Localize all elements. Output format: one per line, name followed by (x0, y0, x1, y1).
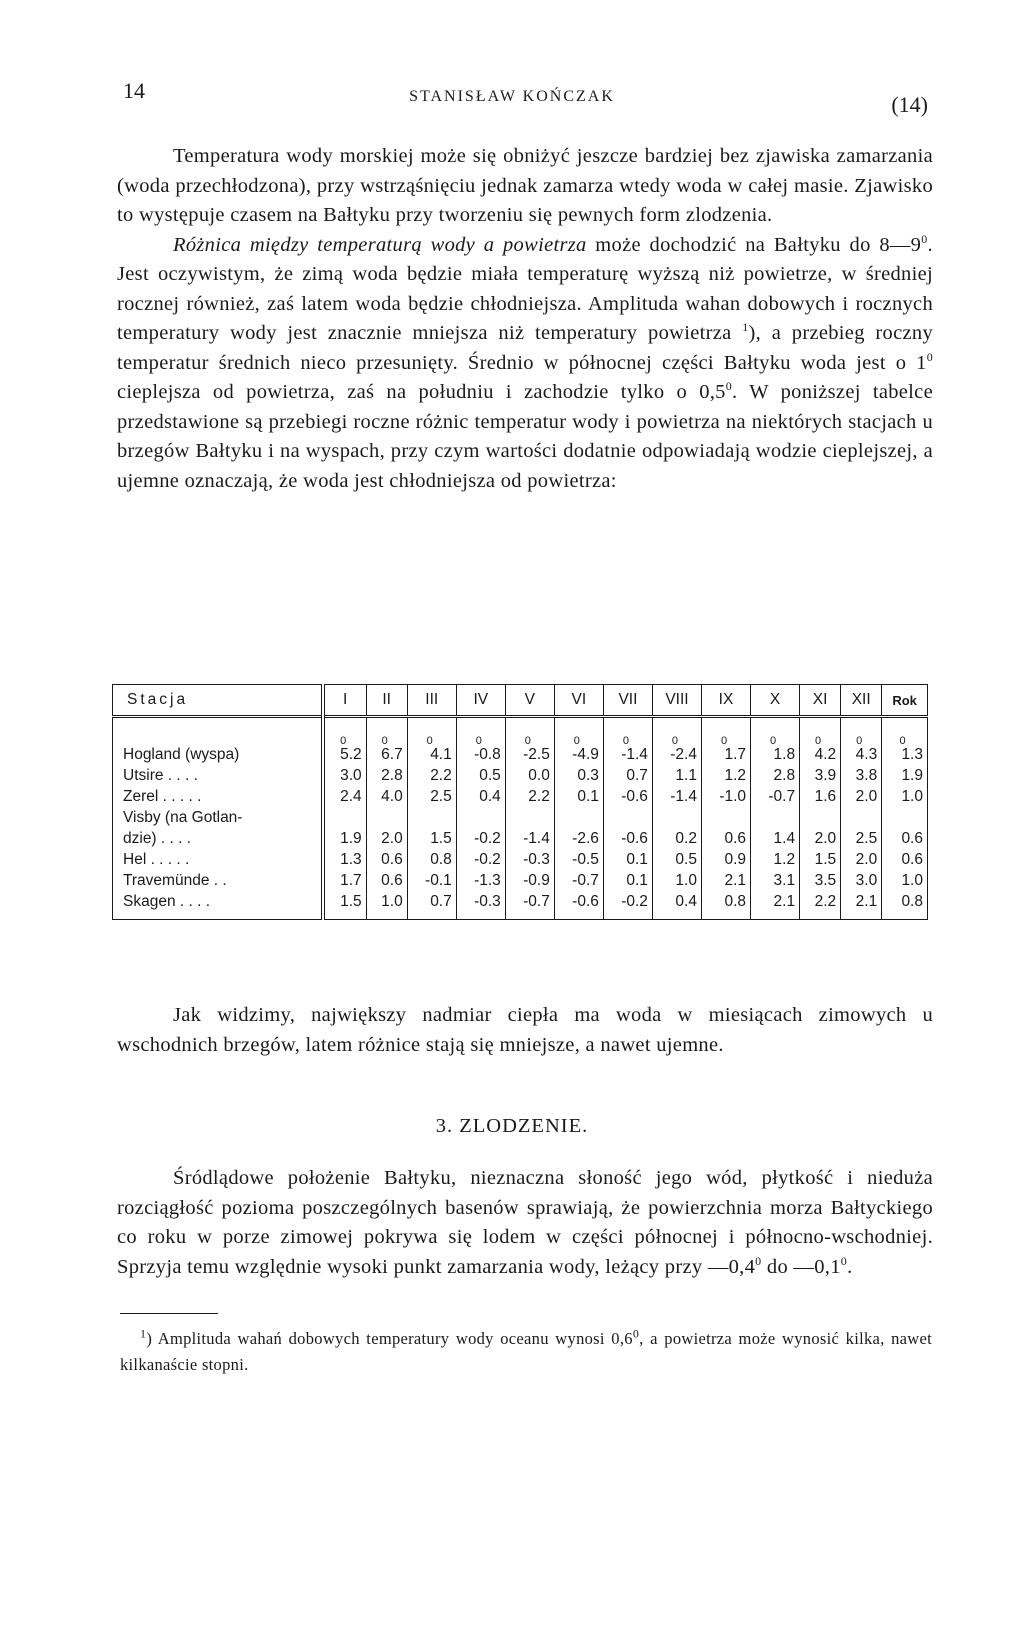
cell-value: -0.5 (572, 851, 599, 868)
degree-mark: 0 (899, 735, 906, 747)
cell-value: 1.5 (814, 851, 837, 868)
body-text-top (117, 142, 933, 496)
running-head: STANISŁAW KOŃCZAK (409, 88, 615, 105)
cell-value: 0.5 (675, 851, 697, 868)
degree-mark: 0 (573, 735, 580, 747)
cell-value: 2.0 (381, 830, 403, 847)
table-cell (554, 764, 603, 785)
column-header: Stacja (113, 685, 323, 717)
column-header: VI (554, 685, 603, 717)
table-cell (800, 890, 841, 920)
table-cell (841, 869, 882, 890)
table-cell (652, 890, 701, 920)
table-cell (366, 764, 407, 785)
table-cell (800, 764, 841, 785)
table-cell (701, 827, 750, 848)
cell-value: -0.3 (474, 893, 501, 910)
station-name: Zerel . . . . . (113, 785, 323, 806)
table-cell (652, 717, 701, 765)
column-header: Rok (882, 685, 928, 717)
table-row (113, 869, 928, 890)
cell-value: 1.0 (675, 872, 697, 889)
cell-value: 0.1 (577, 788, 599, 805)
table-cell (603, 848, 652, 869)
station-name: Hel . . . . . (113, 848, 323, 869)
table-cell (366, 827, 407, 848)
table-cell (882, 717, 928, 765)
cell-value: 1.9 (340, 830, 362, 847)
cell-value: 2.8 (381, 767, 403, 784)
cell-value: 0.6 (724, 830, 747, 847)
paragraph-4: Śródlądowe położenie Bałtyku, nieznaczna słoność jego wód, płytkość i nieduża rozciągłość pozioma poszczególnych basenów sprawiają, że powierzchnia morza Bałtyckiego co roku w porze zimowej pokrywa się lodem w części północnej i północno-wschodniej. Sprzyja temu względnie wysoki punkt zamarzania wody, leżący przy $—0,4^0$ do $—0,1^0$. (117, 1167, 933, 1278)
table-cell (554, 869, 603, 890)
cell-value: 5.2 (340, 746, 362, 763)
column-header: VII (603, 685, 652, 717)
table-cell (751, 764, 800, 785)
cell-value: -1.4 (621, 746, 648, 763)
cell-value: 0.6 (381, 851, 403, 868)
degree-mark: 0 (856, 735, 863, 747)
table-cell (323, 890, 366, 920)
table-cell (554, 717, 603, 765)
table-cell (652, 764, 701, 785)
table-body (113, 717, 928, 920)
table-cell (456, 764, 505, 785)
table-cell (554, 848, 603, 869)
cell-value: -0.3 (523, 851, 550, 868)
table-cell (323, 717, 366, 765)
table-cell (505, 827, 554, 848)
cell-value: 4.1 (430, 746, 452, 763)
table-cell (841, 848, 882, 869)
cell-value: -2.5 (523, 746, 550, 763)
cell-value: 2.4 (340, 788, 362, 805)
table-cell (407, 717, 456, 765)
degree-mark: 0 (340, 735, 347, 747)
cell-value: -1.4 (523, 830, 550, 847)
degree-mark: 0 (426, 735, 433, 747)
table-cell (323, 785, 366, 806)
table-cell (800, 848, 841, 869)
cell-value: -1.4 (670, 788, 697, 805)
station-name: dzie) . . . . (113, 827, 323, 848)
station-name: Visby (na Gotlan- (113, 806, 323, 827)
cell-value: 2.2 (814, 893, 837, 910)
table-cell (800, 717, 841, 765)
cell-value: 2.1 (773, 893, 796, 910)
cell-value: 0.3 (577, 767, 599, 784)
column-header: II (366, 685, 407, 717)
table-cell (751, 827, 800, 848)
cell-value: 4.0 (381, 788, 403, 805)
cell-value: 3.0 (855, 872, 878, 889)
cell-value: 3.9 (814, 767, 837, 784)
cell-value: 1.5 (430, 830, 452, 847)
cell-value: 0.2 (675, 830, 697, 847)
cell-value: 1.2 (724, 767, 747, 784)
column-header: III (407, 685, 456, 717)
cell-value: -0.2 (474, 851, 501, 868)
cell-value: -0.6 (572, 893, 599, 910)
cell-value: 1.7 (340, 872, 362, 889)
cell-value: 2.2 (430, 767, 452, 784)
column-header: VIII (652, 685, 701, 717)
table-cell (882, 890, 928, 920)
table-row (113, 827, 928, 848)
table-cell (603, 827, 652, 848)
cell-value: 2.0 (855, 788, 878, 805)
table-cell (323, 869, 366, 890)
table-cell (407, 827, 456, 848)
cell-value: 6.7 (381, 746, 403, 763)
italic-lead: Różnica między temperaturą wody a powietrza (173, 233, 587, 256)
table-cell (882, 785, 928, 806)
cell-value: -0.1 (425, 872, 452, 889)
station-name: Skagen . . . . (113, 890, 323, 920)
cell-value: -0.7 (572, 872, 599, 889)
station-name: Utsire . . . . (113, 764, 323, 785)
cell-value: 1.6 (814, 788, 837, 805)
cell-value: 0.5 (479, 767, 501, 784)
cell-value: 2.1 (855, 893, 878, 910)
footnote-divider (120, 1313, 218, 1314)
cell-value: 1.0 (901, 788, 923, 805)
cell-value: -2.4 (670, 746, 697, 763)
cell-value: 4.3 (855, 746, 878, 763)
cell-value: 0.7 (626, 767, 648, 784)
table-cell (554, 827, 603, 848)
table-row (113, 806, 928, 827)
cell-value: -2.6 (572, 830, 599, 847)
table-cell (652, 827, 701, 848)
table-cell (882, 764, 928, 785)
table-cell (841, 827, 882, 848)
table-row (113, 890, 928, 920)
table-cell (505, 848, 554, 869)
cell-value: 1.0 (381, 893, 403, 910)
table-cell (652, 785, 701, 806)
table-cell (603, 764, 652, 785)
column-header: X (751, 685, 800, 717)
table-cell (407, 848, 456, 869)
cell-value: 2.2 (528, 788, 550, 805)
table-cell (882, 827, 928, 848)
cell-value: 3.5 (814, 872, 837, 889)
degree-mark: 0 (381, 735, 388, 747)
table-row (113, 785, 928, 806)
degree-mark: 0 (475, 735, 482, 747)
cell-value: -0.7 (768, 788, 796, 805)
cell-value: 1.0 (901, 872, 923, 889)
table-cell (407, 890, 456, 920)
table-cell (603, 717, 652, 765)
cell-value: 1.9 (901, 767, 923, 784)
degree-mark: 0 (769, 735, 777, 747)
cell-value: 2.5 (430, 788, 452, 805)
cell-value: -4.9 (572, 746, 599, 763)
table-cell (505, 890, 554, 920)
degree-mark: 0 (622, 735, 629, 747)
table-cell (366, 785, 407, 806)
table-cell (751, 848, 800, 869)
cell-value: -0.2 (621, 893, 648, 910)
column-header: IV (456, 685, 505, 717)
station-name: Travemünde . . (113, 869, 323, 890)
cell-value: 0.6 (381, 872, 403, 889)
footnote-marker: 1 (140, 1326, 147, 1341)
cell-value: -0.2 (474, 830, 501, 847)
cell-value: 0.8 (724, 893, 747, 910)
column-header: V (505, 685, 554, 717)
cell-value: -0.6 (621, 830, 648, 847)
page-number: 14 (123, 78, 145, 103)
table-cell (701, 717, 750, 765)
cell-value: 0.9 (724, 851, 747, 868)
table-row (113, 717, 928, 765)
degree-mark: 0 (720, 735, 728, 747)
table-cell (841, 890, 882, 920)
footnote-ref: 1 (742, 320, 749, 335)
table-cell (505, 869, 554, 890)
cell-value: 2.0 (855, 851, 878, 868)
paragraph-1: Temperatura wody morskiej może się obniżyć jeszcze bardziej bez zjawiska zamarzania (woda przechłodzona), przy wstrząśnięciu jednak zamarza wtedy woda w całej masie. Zjawisko to występuje czasem na Bałtyku przy tworzeniu się pewnych form zlodzenia. (117, 145, 933, 226)
paragraph-3: Jak widzimy, największy nadmiar ciepła ma woda w miesiącach zimowych u wschodnich brzegów, latem różnice stają się mniejsze, a nawet ujemne. (117, 1004, 933, 1056)
table-cell (407, 764, 456, 785)
table-cell (841, 717, 882, 765)
cell-value: -0.9 (523, 872, 550, 889)
cell-value: 0.6 (901, 851, 923, 868)
cell-value: 2.5 (855, 830, 878, 847)
table-cell (882, 848, 928, 869)
paragraph-2: Różnica między temperaturą wody a powietrza może dochodzić na Bałtyku do $8—9^0$. Jest oczywistym, że zimą woda będzie miała temperaturę wyższą niż powietrze, w średniej rocznej również, zaś latem woda będzie chłodniejsza. Amplituda wahan dobowych i rocznych temperatury wody jest znacznie mniejsza niż temperatury powietrza $^1$), a przebieg roczny temperatur średnich nieco przesunięty. Średnio w północnej części Bałtyku woda jest o $1^0$ cieplejsza od powietrza, zaś na południu i zachodzie tylko o $0,5^0$. W poniższej tabelce przedstawione są przebiegi roczne różnic temperatur wody i powietrza na niektórych stacjach u brzegów Bałtyku i na wyspach, przy czym wartości dodatnie odpowiadają wodzie cieplejszej, a ujemne oznaczają, że woda jest chłodniejsza od powietrza: (117, 231, 933, 492)
cell-value: -0.8 (474, 746, 501, 763)
cell-value: 2.0 (814, 830, 837, 847)
table-cell (603, 869, 652, 890)
cell-value: 1.3 (901, 746, 923, 763)
cell-value: 1.4 (773, 830, 796, 847)
table-cell (800, 869, 841, 890)
table-row (113, 848, 928, 869)
cell-value: -0.7 (523, 893, 550, 910)
cell-value: 3.8 (855, 767, 878, 784)
body-text-bottom (117, 1164, 933, 1282)
cell-value: 1.7 (724, 746, 747, 763)
column-header: I (323, 685, 366, 717)
table-cell (407, 869, 456, 890)
cell-value: -1.3 (474, 872, 501, 889)
degree-mark: 0 (671, 735, 679, 747)
table-cell (554, 785, 603, 806)
column-header: XI (800, 685, 841, 717)
section-number: (14) (891, 92, 928, 117)
cell-value: 2.8 (773, 767, 796, 784)
table-cell (701, 785, 750, 806)
cell-value: 0.0 (528, 767, 550, 784)
section-heading: 3. ZLODZENIE. (435, 1115, 589, 1137)
table-cell (323, 848, 366, 869)
table-row (113, 764, 928, 785)
table-cell (701, 869, 750, 890)
table-cell (841, 785, 882, 806)
cell-value: -1.0 (719, 788, 747, 805)
table-cell (456, 785, 505, 806)
table-cell (701, 848, 750, 869)
table-cell (554, 890, 603, 920)
station-name: Hogland (wyspa) (113, 717, 323, 765)
cell-value: 0.1 (626, 872, 648, 889)
degree-mark: 0 (524, 735, 531, 747)
column-header: IX (701, 685, 750, 717)
cell-value: 1.8 (773, 746, 796, 763)
table-cell (407, 785, 456, 806)
table-cell (751, 890, 800, 920)
table-cell (603, 890, 652, 920)
cell-value: 0.8 (430, 851, 452, 868)
cell-value: 1.3 (340, 851, 362, 868)
table-cell (323, 827, 366, 848)
table-cell (751, 717, 800, 765)
table-cell (603, 785, 652, 806)
table-cell (456, 869, 505, 890)
table-cell (841, 764, 882, 785)
cell-value: 1.1 (675, 767, 697, 784)
column-header: XII (841, 685, 882, 717)
cell-value: 0.8 (901, 893, 923, 910)
cell-value: 0.1 (626, 851, 648, 868)
table-cell (456, 717, 505, 765)
cell-value: 0.4 (675, 893, 697, 910)
table-cell (701, 890, 750, 920)
body-text-middle (117, 1001, 933, 1060)
table-cell (505, 785, 554, 806)
cell-value: 1.2 (773, 851, 796, 868)
table-cell (366, 890, 407, 920)
table-cell (456, 848, 505, 869)
cell-value: 0.7 (430, 893, 452, 910)
degree-mark: 0 (815, 735, 822, 747)
cell-value: 3.1 (773, 872, 796, 889)
table-cell (366, 869, 407, 890)
table-header-row (113, 685, 928, 717)
cell-value: -0.6 (621, 788, 648, 805)
cell-value: 0.6 (901, 830, 923, 847)
table-cell (701, 764, 750, 785)
cell-value: 1.5 (340, 893, 362, 910)
table-cell (652, 869, 701, 890)
cell-value: 0.4 (479, 788, 501, 805)
table-cell (505, 764, 554, 785)
table-cell (456, 827, 505, 848)
cell-value: 3.0 (340, 767, 362, 784)
table-cell (751, 869, 800, 890)
temperature-difference-table (112, 684, 928, 920)
table-cell (323, 764, 366, 785)
table-cell (652, 848, 701, 869)
table-cell (800, 827, 841, 848)
table-cell (800, 785, 841, 806)
table-cell (505, 717, 554, 765)
table-cell (366, 717, 407, 765)
table-cell (751, 785, 800, 806)
table-cell (456, 890, 505, 920)
table-cell (366, 848, 407, 869)
table-cell (882, 869, 928, 890)
cell-value: 2.1 (724, 872, 747, 889)
footnote: $^1$) Amplituda wahań dobowych temperatury wody oceanu wynosi $0,6^0$, a powietrza może wynosić kilka, nawet kilkanaście stopni. (120, 1326, 932, 1374)
cell-value: 4.2 (814, 746, 837, 763)
